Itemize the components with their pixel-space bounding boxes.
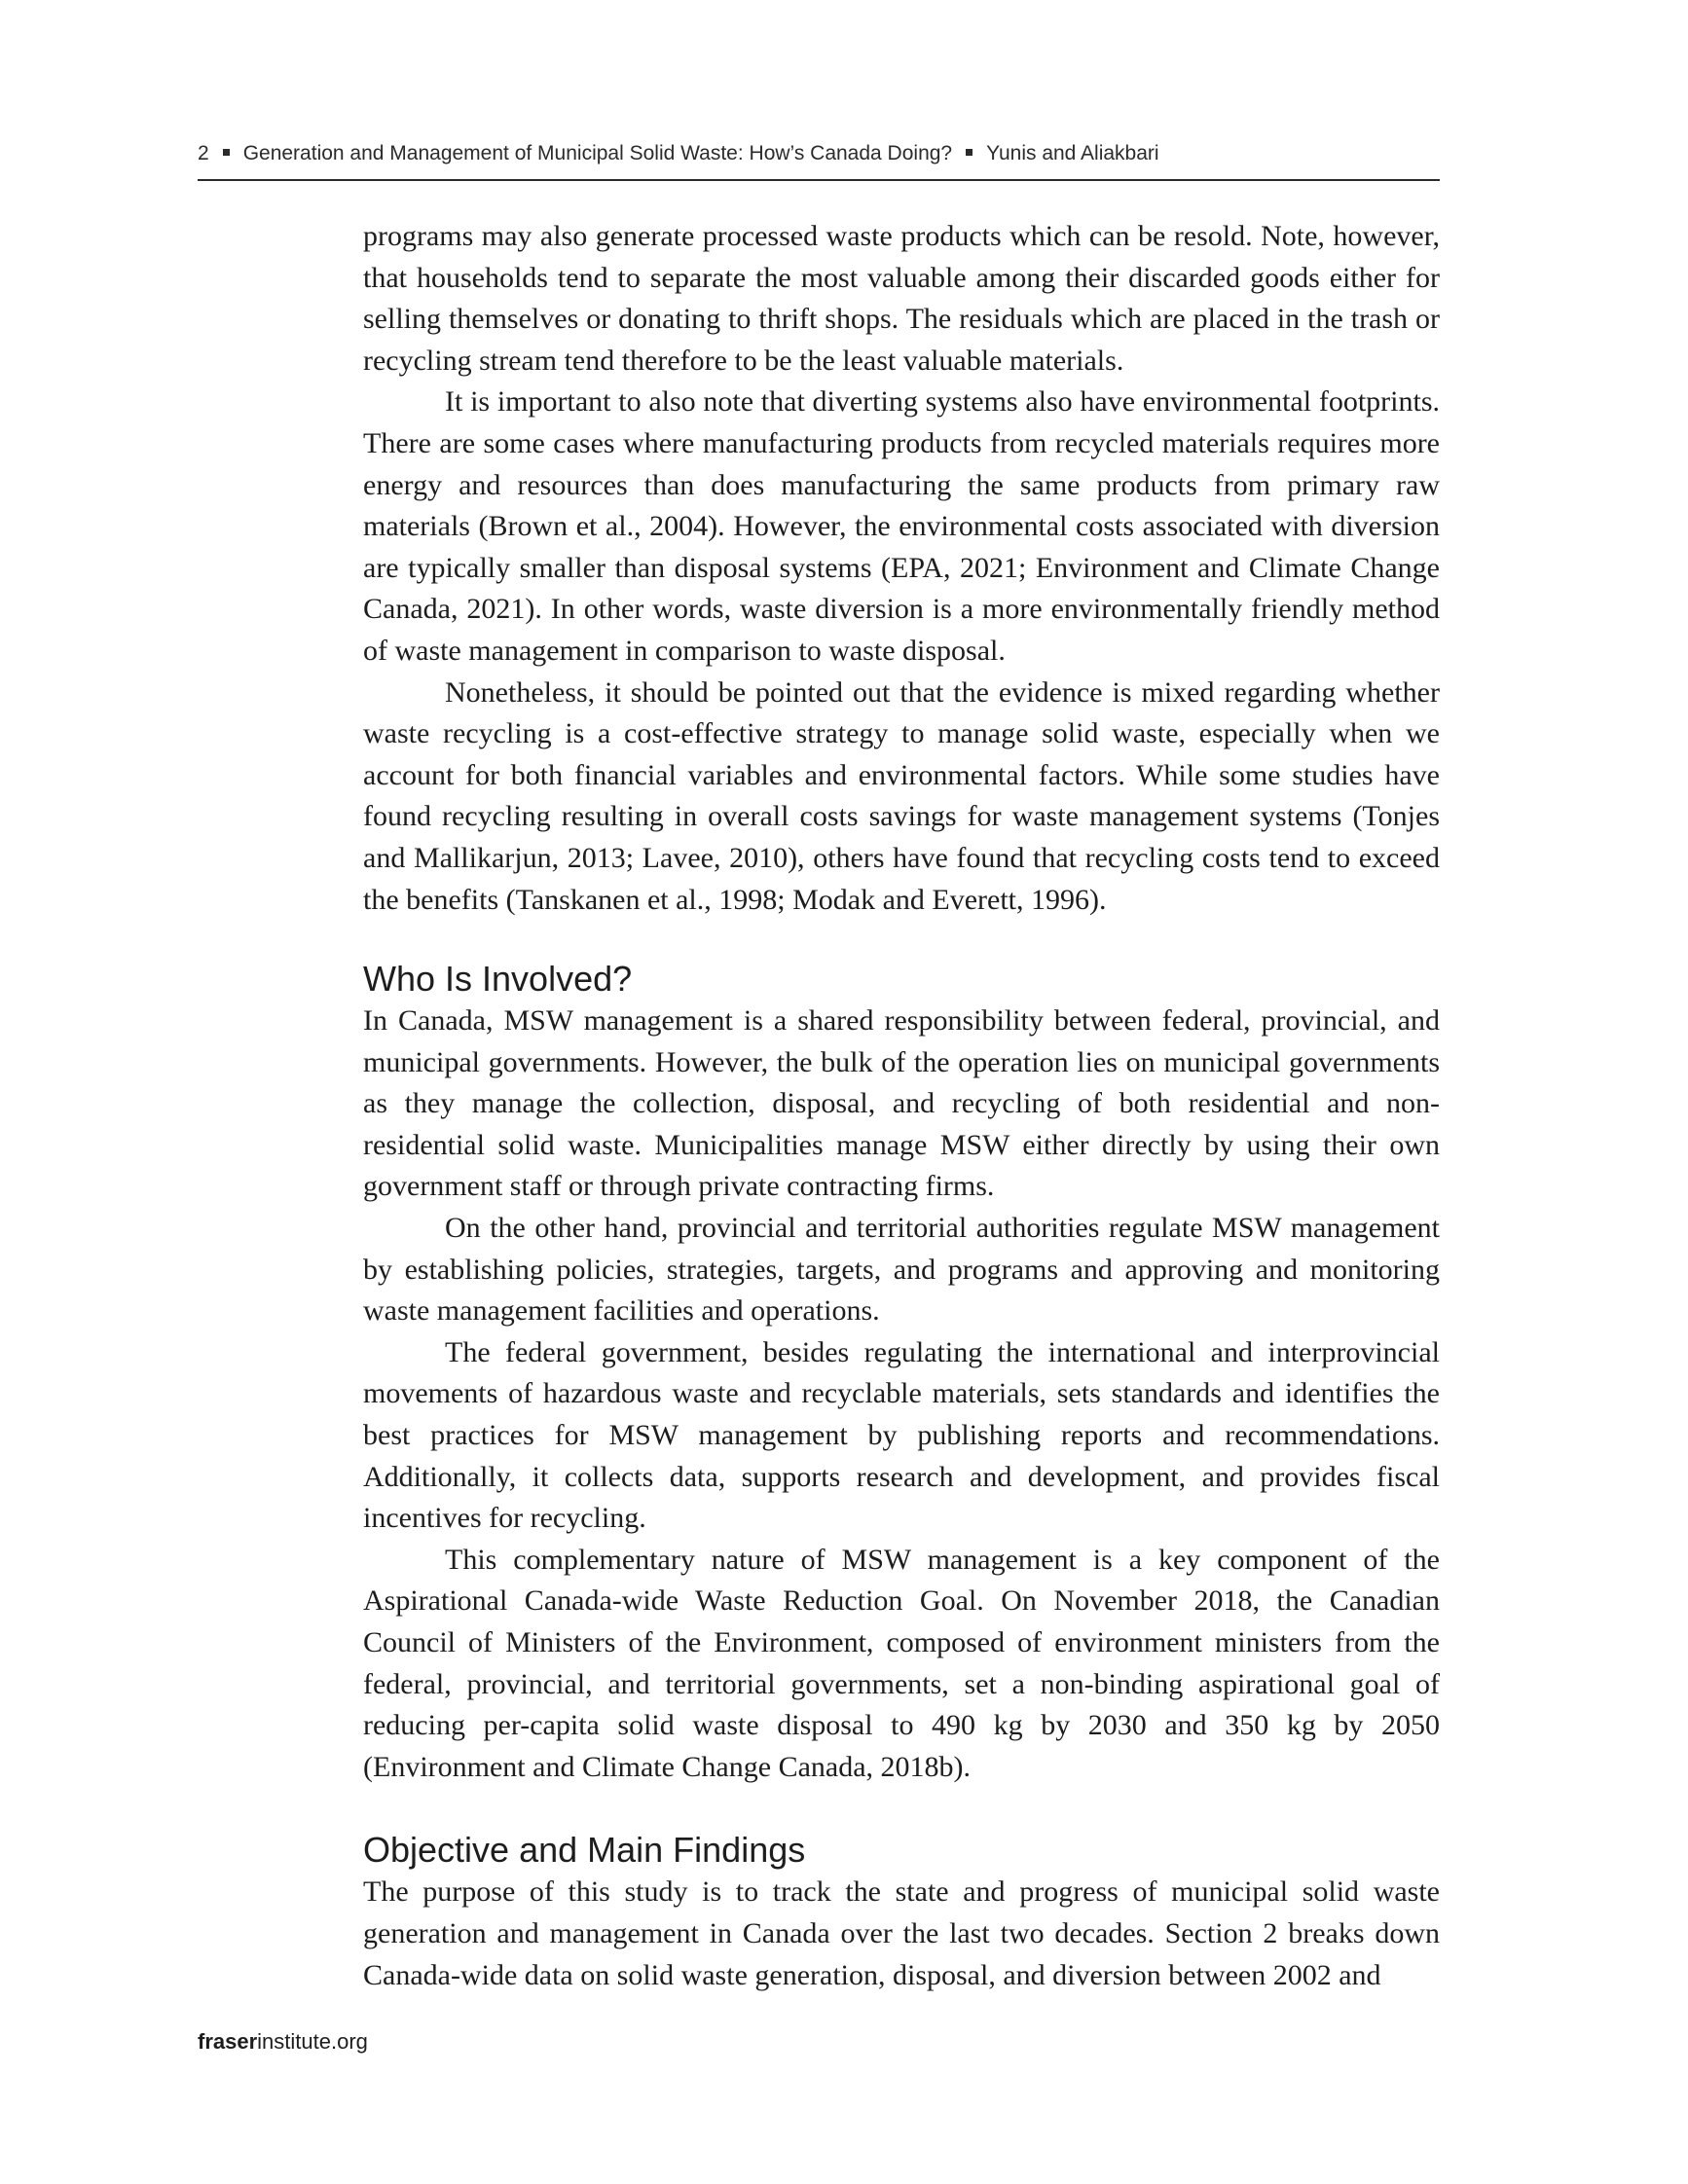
paragraph: On the other hand, provincial and territorial authorities regulate MSW management by establishing policies, strategies, targets, and programs and approving and monitoring waste management facilities and operations.	[363, 1212, 1440, 1328]
section-heading-who-is-involved: Who Is Involved?	[363, 959, 633, 1000]
paragraph: The federal government, besides regulating the international and interprovincial movements of hazardous waste and recyclable materials, sets standards and identifies the best practices for MSW management by publishing reports and recommendations. Additionally, it collects data, supports research and development, and provides fiscal incentives for recycling.	[363, 1335, 1440, 1535]
footer-website	[198, 2029, 368, 2055]
separator-square-icon	[966, 149, 972, 156]
paragraph: The purpose of this study is to track the state and progress of municipal solid waste generation and management in Canada over the last two decades. Section 2 breaks down Canada-wide data on solid waste generation, disposal, and diversion between 2002 and	[363, 1875, 1440, 1991]
footer-site-bold: fraser	[198, 2029, 258, 2054]
paragraph: It is important to also note that diverting systems also have environmental footprints. There are some cases where manufacturing products from recycled materials requires more energy and resources than does manufacturing the same products from primary raw materials (Brown et al., 2004). However, the environmental costs associated with diversion are typically smaller than disposal systems (EPA, 2021; Environment and Climate Change Canada, 2021). In other words, waste diversion is a more environmentally friendly method of waste management in comparison to waste disposal.	[363, 385, 1440, 667]
paragraph: In Canada, MSW management is a shared responsibility between federal, provincial, and municipal governments. However, the bulk of the operation lies on municipal governments as they manage the collection, disposal, and recycling of both residential and non-residential solid waste. Municipalities manage MSW either directly by using their own government staff or through private contracting firms.	[363, 1004, 1440, 1203]
separator-square-icon	[223, 149, 230, 156]
page-number: 2	[198, 142, 209, 164]
footer-site-rest: institute.org	[257, 2029, 368, 2054]
authors: Yunis and Aliakbari	[986, 142, 1159, 164]
section-heading-objective: Objective and Main Findings	[363, 1830, 806, 1871]
paragraph: Nonetheless, it should be pointed out that the evidence is mixed regarding whether waste recycling is a cost-effective strategy to manage solid waste, especially when we account for both financial variables and environmental factors. While some studies have found recycling resulting in overall costs savings for waste management systems (Tonjes and Mallikarjun, 2013; Lavee, 2010), others have found that recycling costs tend to exceed the benefits (Tanskanen et al., 1998; Modak and Everett, 1996).	[363, 675, 1440, 916]
report-title: Generation and Management of Municipal Solid Waste: How’s Canada Doing?	[242, 142, 953, 164]
page-body	[363, 216, 1440, 1996]
running-header	[198, 142, 1440, 181]
paragraph: This complementary nature of MSW management is a key component of the Aspirational Canada-wide Waste Reduction Goal. On November 2018, the Canadian Council of Ministers of the Environment, composed of environment ministers from the federal, provincial, and territorial governments, set a non-binding aspirational goal of reducing per-capita solid waste disposal to 490 kg by 2030 and 350 kg by 2050 (Environment and Climate Change Canada, 2018b).	[363, 1543, 1440, 1783]
paragraph: programs may also generate processed waste products which can be resold. Note, however, that households tend to separate the most valuable among their discarded goods either for selling themselves or donating to thrift shops. The residuals which are placed in the trash or recycling stream tend therefore to be the least valuable materials.	[363, 220, 1440, 377]
